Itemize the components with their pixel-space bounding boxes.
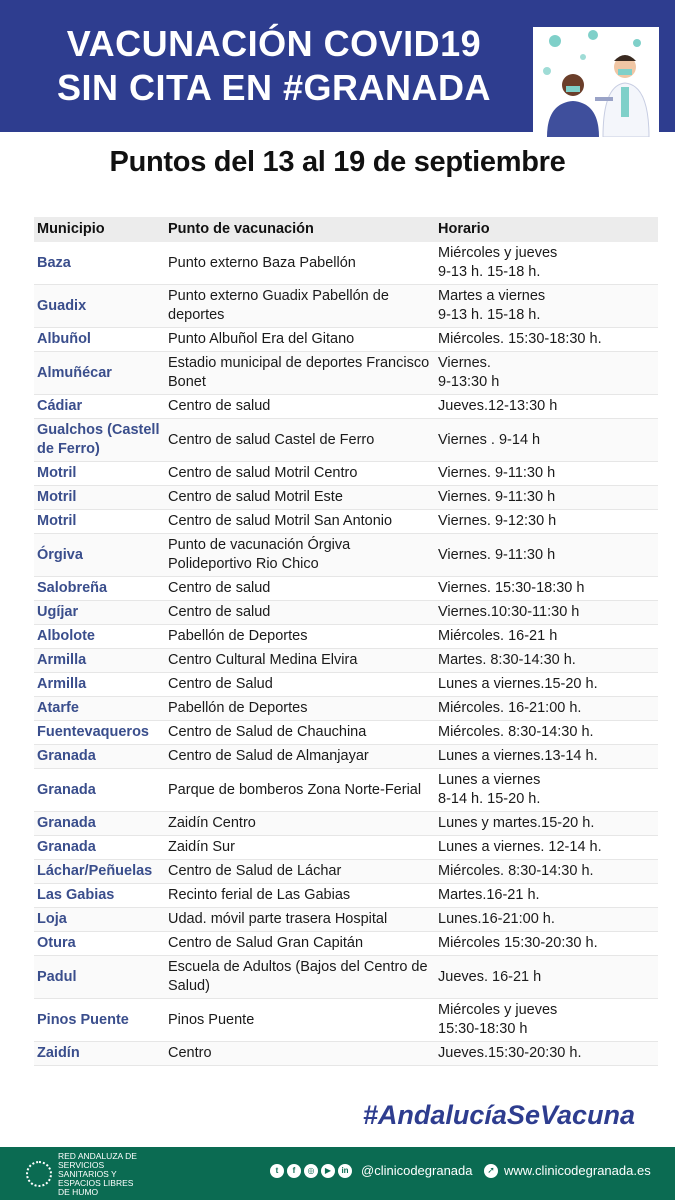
punto-cell: Centro (165, 1042, 435, 1066)
municipio-cell: Órgiva (34, 534, 165, 577)
punto-cell: Centro de salud (165, 577, 435, 601)
virus-icon (633, 39, 641, 47)
municipio-cell: Granada (34, 769, 165, 812)
table-row (34, 932, 658, 956)
punto-cell: Punto externo Baza Pabellón (165, 242, 435, 285)
municipio-cell: Láchar/Peñuelas (34, 860, 165, 884)
punto-cell: Centro de salud Motril Este (165, 486, 435, 510)
horario-cell: Viernes. 9-13:30 h (435, 352, 658, 395)
table-row (34, 352, 658, 395)
banner-title-line-1: VACUNACIÓN COVID19 (66, 23, 482, 64)
punto-cell: Centro de Salud (165, 673, 435, 697)
horario-cell: Viernes . 9-14 h (435, 419, 658, 462)
punto-cell: Estadio municipal de deportes Francisco Bonet (165, 352, 435, 395)
horario-cell: Viernes.10:30-11:30 h (435, 601, 658, 625)
punto-cell: Centro Cultural Medina Elvira (165, 649, 435, 673)
column-header-municipio: Municipio (34, 217, 165, 242)
horario-cell: Viernes. 9-12:30 h (435, 510, 658, 534)
table-row (34, 419, 658, 462)
municipio-cell: Salobreña (34, 577, 165, 601)
vaccination-illustration (533, 27, 659, 137)
social-links (270, 1163, 473, 1178)
horario-cell: Jueves.15:30-20:30 h. (435, 1042, 658, 1066)
patient-head (562, 74, 584, 96)
table-row (34, 601, 658, 625)
punto-cell: Udad. móvil parte trasera Hospital (165, 908, 435, 932)
punto-cell: Pabellón de Deportes (165, 697, 435, 721)
facebook-icon[interactable]: f (287, 1164, 301, 1178)
punto-cell: Centro de salud (165, 601, 435, 625)
municipio-cell: Almuñécar (34, 352, 165, 395)
horario-cell: Lunes a viernes. 12-14 h. (435, 836, 658, 860)
table-row (34, 836, 658, 860)
virus-icon (580, 54, 586, 60)
table-row (34, 956, 658, 999)
website-link[interactable] (484, 1163, 651, 1178)
linkedin-icon[interactable]: in (338, 1164, 352, 1178)
municipio-cell: Granada (34, 812, 165, 836)
column-header-horario: Horario (435, 217, 658, 242)
punto-cell: Centro de Salud Gran Capitán (165, 932, 435, 956)
punto-cell: Punto de vacunación Órgiva Polideportivo Rio Chico (165, 534, 435, 577)
table-row (34, 721, 658, 745)
horario-cell: Miércoles 15:30-20:30 h. (435, 932, 658, 956)
municipio-cell: Granada (34, 836, 165, 860)
horario-cell: Miércoles. 8:30-14:30 h. (435, 860, 658, 884)
twitter-icon[interactable]: t (270, 1164, 284, 1178)
punto-cell: Pabellón de Deportes (165, 625, 435, 649)
punto-cell: Pinos Puente (165, 999, 435, 1042)
municipio-cell: Padul (34, 956, 165, 999)
horario-cell: Jueves.12-13:30 h (435, 395, 658, 419)
table-row (34, 860, 658, 884)
table-row (34, 395, 658, 419)
horario-cell: Lunes a viernes.13-14 h. (435, 745, 658, 769)
banner-title-line-2: SIN CITA EN #GRANADA (56, 67, 492, 108)
punto-cell: Centro de Salud de Chauchina (165, 721, 435, 745)
horario-cell: Martes. 8:30-14:30 h. (435, 649, 658, 673)
virus-icon (543, 67, 551, 75)
punto-cell: Centro de Salud de Almanjayar (165, 745, 435, 769)
logo-mark-icon (26, 1161, 52, 1187)
municipio-cell: Motril (34, 462, 165, 486)
table-row (34, 673, 658, 697)
table-row (34, 1042, 658, 1066)
red-andaluza-logo (26, 1150, 146, 1197)
table-row (34, 908, 658, 932)
punto-cell: Centro de Salud de Láchar (165, 860, 435, 884)
youtube-icon[interactable]: ▶ (321, 1164, 335, 1178)
horario-cell: Viernes. 9-11:30 h (435, 486, 658, 510)
social-handle[interactable]: @clinicodegranada (361, 1163, 473, 1178)
municipio-cell: Zaidín (34, 1042, 165, 1066)
municipio-cell: Albolote (34, 625, 165, 649)
horario-cell: Viernes. 9-11:30 h (435, 534, 658, 577)
doctor-mask (618, 69, 632, 75)
table-row (34, 812, 658, 836)
horario-cell: Miércoles. 16-21 h (435, 625, 658, 649)
syringe-icon (595, 97, 613, 101)
horario-cell: Miércoles. 16-21:00 h. (435, 697, 658, 721)
punto-cell: Punto externo Guadix Pabellón de deportes (165, 285, 435, 328)
municipio-cell: Fuentevaqueros (34, 721, 165, 745)
punto-cell: Zaidín Sur (165, 836, 435, 860)
horario-cell: Lunes a viernes 8-14 h. 15-20 h. (435, 769, 658, 812)
horario-cell: Miércoles y jueves 15:30-18:30 h (435, 999, 658, 1042)
table-row (34, 285, 658, 328)
table-row (34, 999, 658, 1042)
horario-cell: Lunes y martes.15-20 h. (435, 812, 658, 836)
punto-cell: Centro de salud Castel de Ferro (165, 419, 435, 462)
municipio-cell: Cádiar (34, 395, 165, 419)
column-header-punto: Punto de vacunación (165, 217, 435, 242)
horario-cell: Martes a viernes 9-13 h. 15-18 h. (435, 285, 658, 328)
table-row (34, 884, 658, 908)
table-row (34, 649, 658, 673)
punto-cell: Punto Albuñol Era del Gitano (165, 328, 435, 352)
municipio-cell: Otura (34, 932, 165, 956)
instagram-icon[interactable]: ◎ (304, 1164, 318, 1178)
punto-cell: Zaidín Centro (165, 812, 435, 836)
horario-cell: Jueves. 16-21 h (435, 956, 658, 999)
vaccination-points-table (34, 217, 658, 1066)
municipio-cell: Granada (34, 745, 165, 769)
table-row (34, 697, 658, 721)
banner-title (24, 22, 524, 110)
horario-cell: Miércoles. 15:30-18:30 h. (435, 328, 658, 352)
municipio-cell: Armilla (34, 673, 165, 697)
punto-cell: Centro de salud Motril Centro (165, 462, 435, 486)
municipio-cell: Las Gabias (34, 884, 165, 908)
horario-cell: Viernes. 9-11:30 h (435, 462, 658, 486)
table-header-row (34, 217, 658, 242)
table-row (34, 328, 658, 352)
table-row (34, 510, 658, 534)
patient-mask (566, 86, 580, 92)
table-row (34, 745, 658, 769)
footer-bar (0, 1147, 675, 1200)
municipio-cell: Loja (34, 908, 165, 932)
virus-icon (549, 35, 561, 47)
website-url[interactable]: www.clinicodegranada.es (504, 1163, 651, 1178)
punto-cell: Escuela de Adultos (Bajos del Centro de Salud) (165, 956, 435, 999)
table-row (34, 577, 658, 601)
table-row (34, 625, 658, 649)
punto-cell: Parque de bomberos Zona Norte-Ferial (165, 769, 435, 812)
municipio-cell: Armilla (34, 649, 165, 673)
municipio-cell: Atarfe (34, 697, 165, 721)
punto-cell: Centro de salud (165, 395, 435, 419)
logo-text: RED ANDALUZA DE SERVICIOS SANITARIOS Y ESPACIOS LIBRES DE HUMO (58, 1150, 137, 1197)
municipio-cell: Pinos Puente (34, 999, 165, 1042)
virus-icon (588, 30, 598, 40)
horario-cell: Lunes.16-21:00 h. (435, 908, 658, 932)
campaign-hashtag: #AndalucíaSeVacuna (362, 1100, 635, 1130)
page-subtitle: Puntos del 13 al 19 de septiembre (109, 146, 566, 178)
table-row (34, 242, 658, 285)
horario-cell: Miércoles y jueves 9-13 h. 15-18 h. (435, 242, 658, 285)
municipio-cell: Motril (34, 486, 165, 510)
cursor-icon: ➚ (484, 1164, 498, 1178)
horario-cell: Miércoles. 8:30-14:30 h. (435, 721, 658, 745)
municipio-cell: Baza (34, 242, 165, 285)
table-row (34, 769, 658, 812)
municipio-cell: Motril (34, 510, 165, 534)
table-row (34, 486, 658, 510)
municipio-cell: Gualchos (Castell de Ferro) (34, 419, 165, 462)
table-row (34, 462, 658, 486)
municipio-cell: Guadix (34, 285, 165, 328)
punto-cell: Recinto ferial de Las Gabias (165, 884, 435, 908)
punto-cell: Centro de salud Motril San Antonio (165, 510, 435, 534)
municipio-cell: Albuñol (34, 328, 165, 352)
patient-body (547, 101, 599, 137)
table-body (34, 242, 658, 1066)
table-row (34, 534, 658, 577)
municipio-cell: Ugíjar (34, 601, 165, 625)
horario-cell: Martes.16-21 h. (435, 884, 658, 908)
horario-cell: Lunes a viernes.15-20 h. (435, 673, 658, 697)
horario-cell: Viernes. 15:30-18:30 h (435, 577, 658, 601)
